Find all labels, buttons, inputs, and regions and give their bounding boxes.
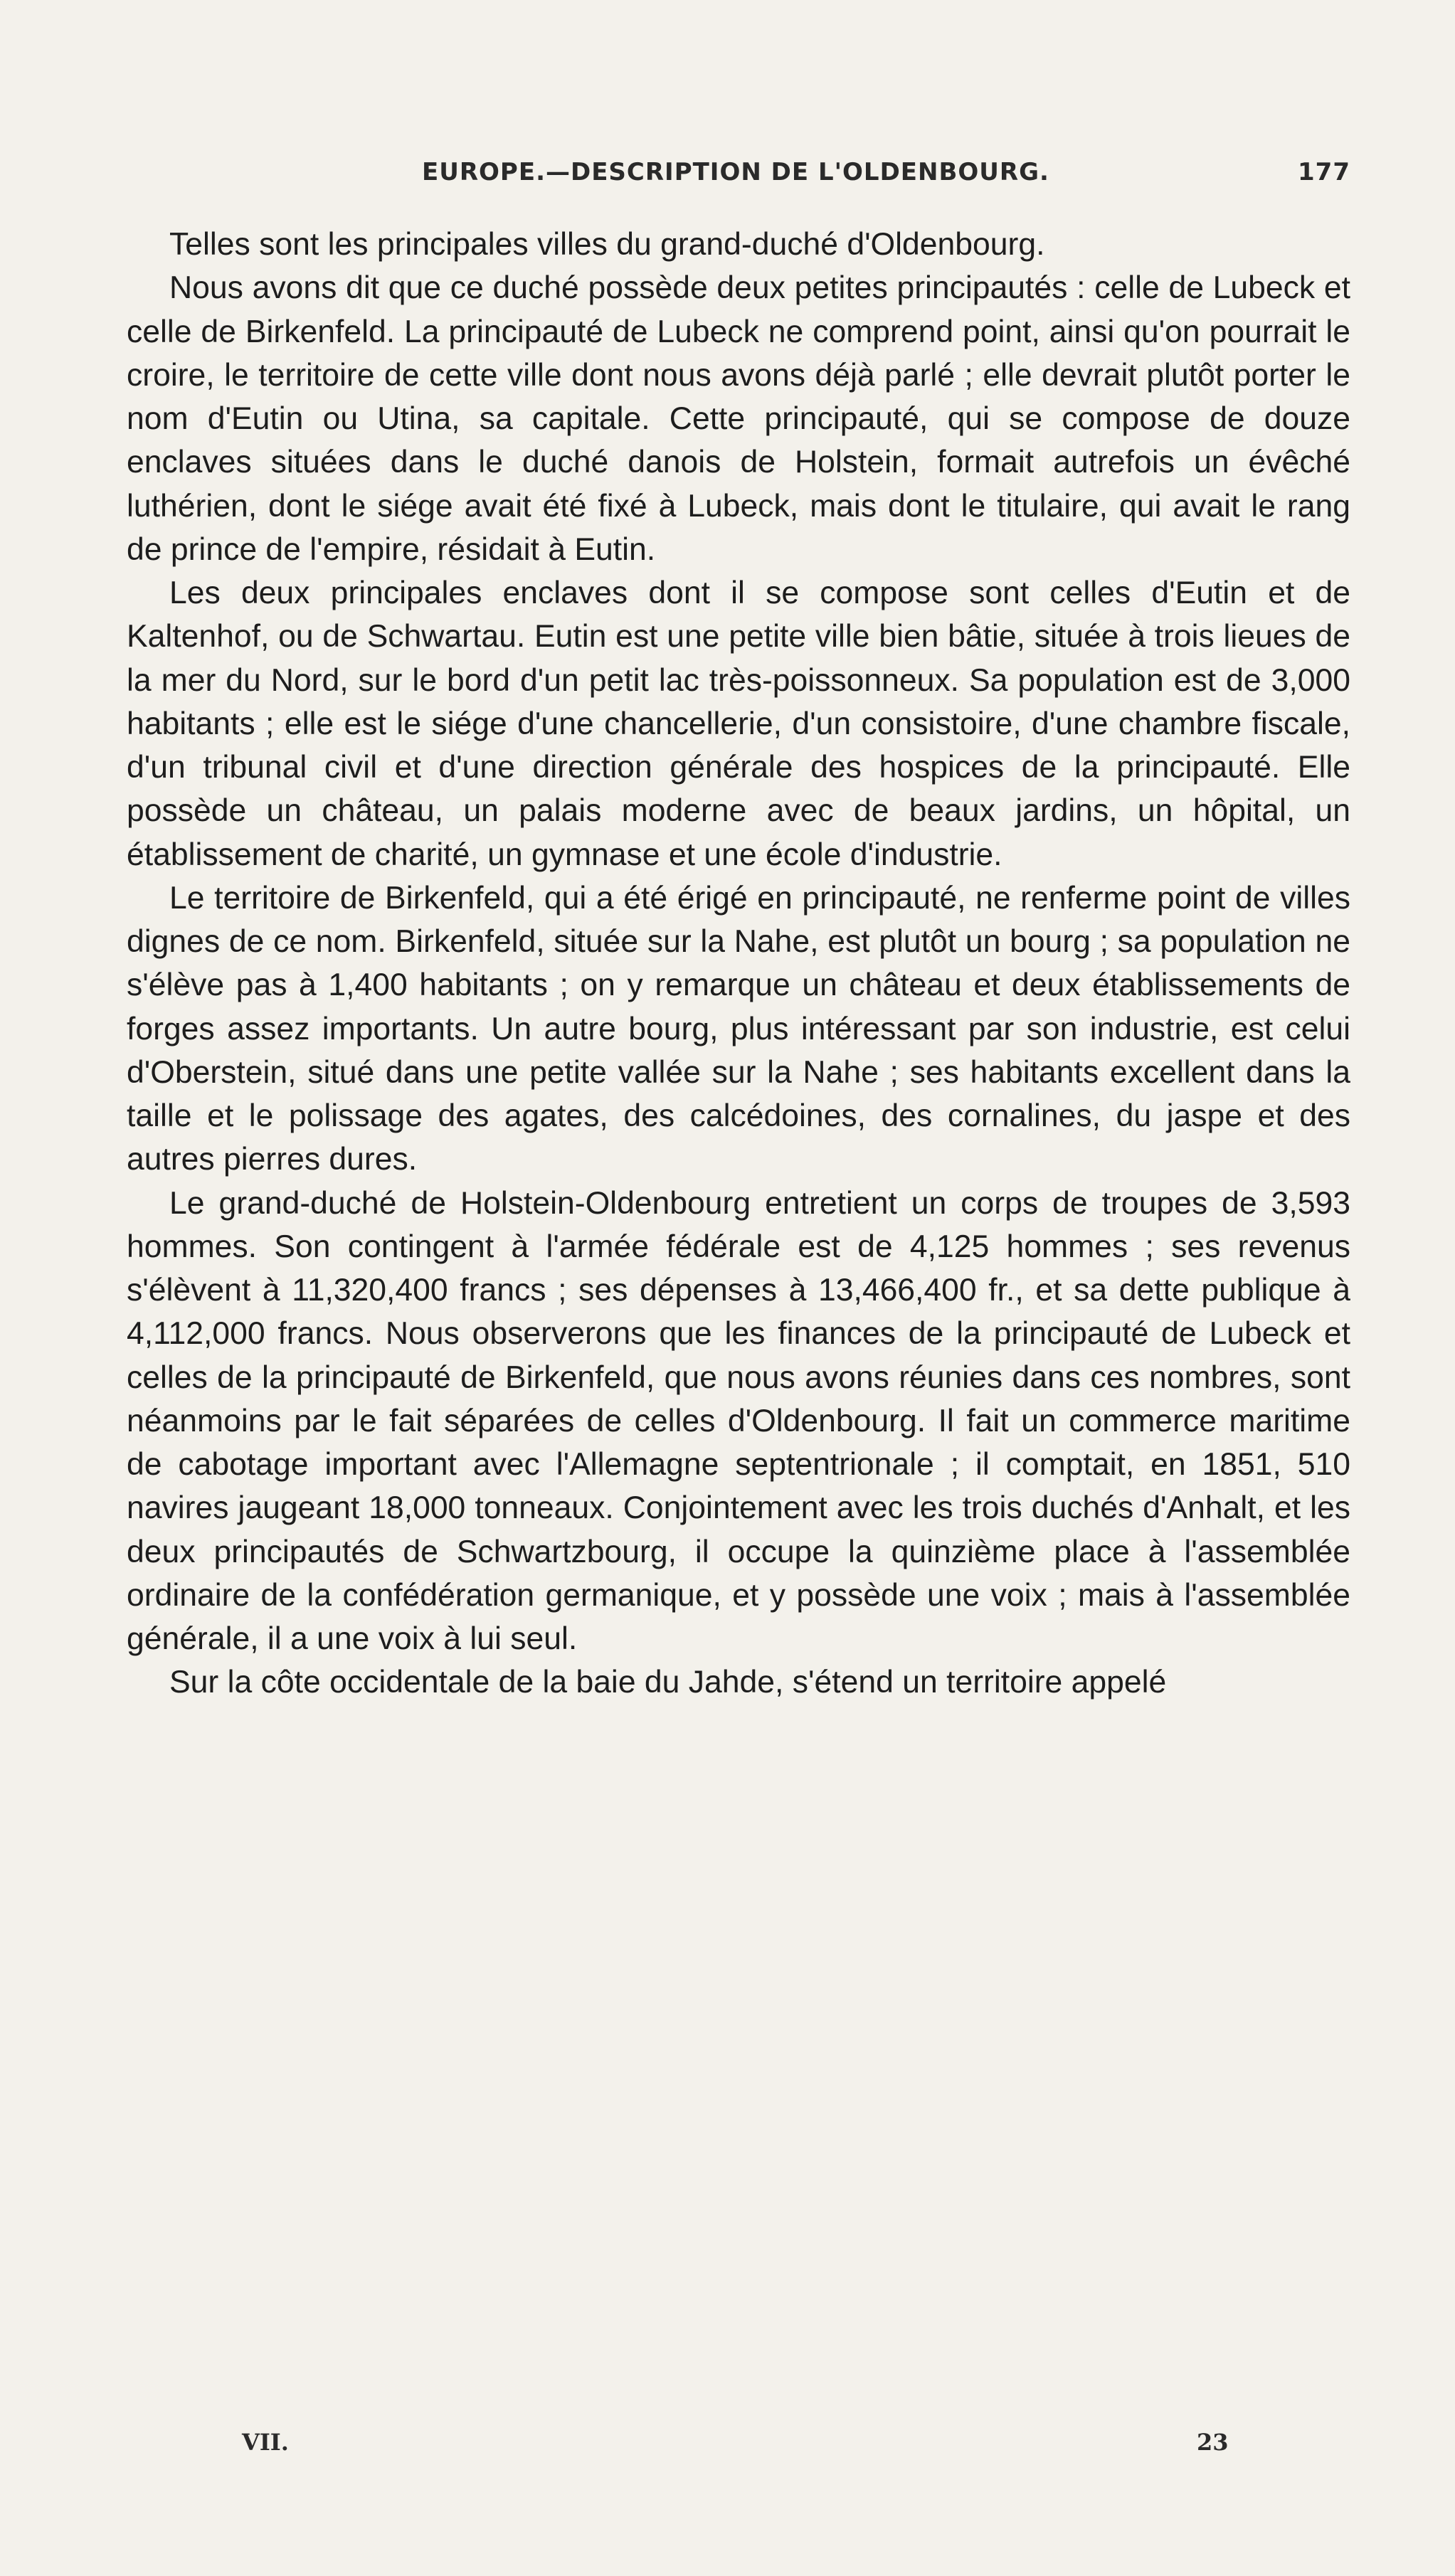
paragraph: Sur la côte occidentale de la baie du Jahde, s'étend un territoire appelé [169,1665,1167,1700]
body-text [127,223,1350,1705]
running-title: EUROPE.—DESCRIPTION DE L'OLDENBOURG. [422,158,1049,186]
page-header [127,158,1350,201]
paragraph: Nous avons dit que ce duché possède deux petites principautés : celle de Lubeck et celle de Birkenfeld. La principauté de Lubeck ne comprend point, ainsi qu'on pourrait le croire, le territoire de cette ville dont nous avons déjà parlé ; elle devrait plutôt porter le nom d'Eutin ou Utina, sa capitale. Cette principauté, qui se compose de douze enclaves situées dans le duché danois de Holstein, formait autrefois un évêché luthérien, dont le siége avait été fixé à Lubeck, mais dont le titulaire, qui avait le rang de prince de l'empire, résidait à Eutin. [127,270,1350,567]
paragraph: Le grand-duché de Holstein-Oldenbourg entretient un corps de troupes de 3,593 hommes. Son contingent à l'armée fédérale est de 4,125 hommes ; ses revenus s'élèvent à 11,320,400 francs ; ses dépenses à 13,466,400 fr., et sa dette publique à 4,112,000 francs. Nous observerons que les finances de la principauté de Lubeck et celles de la principauté de Birkenfeld, que nous avons réunies dans ces nombres, sont néanmoins par le fait séparées de celles d'Oldenbourg. Il fait un commerce maritime de cabotage important avec l'Allemagne septentrionale ; il comptait, en 1851, 510 navires jaugeant 18,000 tonneaux. Conjointement avec les trois duchés d'Anhalt, et les deux principautés de Schwartzbourg, il occupe la quinzième place à l'assemblée ordinaire de la confédération germanique, et y possède une voix ; mais à l'assemblée générale, il a une voix à lui seul. [127,1185,1350,1656]
page-footer [127,2429,1350,2464]
page-number: 177 [1298,158,1350,186]
paragraph: Les deux principales enclaves dont il se compose sont celles d'Eutin et de Kaltenhof, ou de Schwartau. Eutin est une petite ville bien bâtie, située à trois lieues de la mer du Nord, sur le bord d'un petit lac très-poissonneux. Sa population est de 3,000 habitants ; elle est le siége d'une chancellerie, d'un consistoire, d'une chambre fiscale, d'un tribunal civil et d'une direction générale des hospices de la principauté. Elle possède un château, un palais moderne avec de beaux jardins, un hôpital, un établissement de charité, un gymnase et une école d'industrie. [127,576,1350,872]
paragraph: Le territoire de Birkenfeld, qui a été érigé en principauté, ne renferme point de villes dignes de ce nom. Birkenfeld, située sur la Nahe, est plutôt un bourg ; sa population ne s'élève pas à 1,400 habitants ; on y remarque un château et deux établissements de forges assez importants. Un autre bourg, plus intéressant par son industrie, est celui d'Oberstein, situé dans une petite vallée sur la Nahe ; ses habitants excellent dans la taille et le polissage des agates, des calcédoines, des cornalines, du jaspe et des autres pierres dures. [127,880,1350,1177]
volume-mark: VII. [242,2429,289,2456]
signature-mark: 23 [1197,2429,1229,2456]
paragraph: Telles sont les principales villes du grand-duché d'Oldenbourg. [169,227,1045,262]
